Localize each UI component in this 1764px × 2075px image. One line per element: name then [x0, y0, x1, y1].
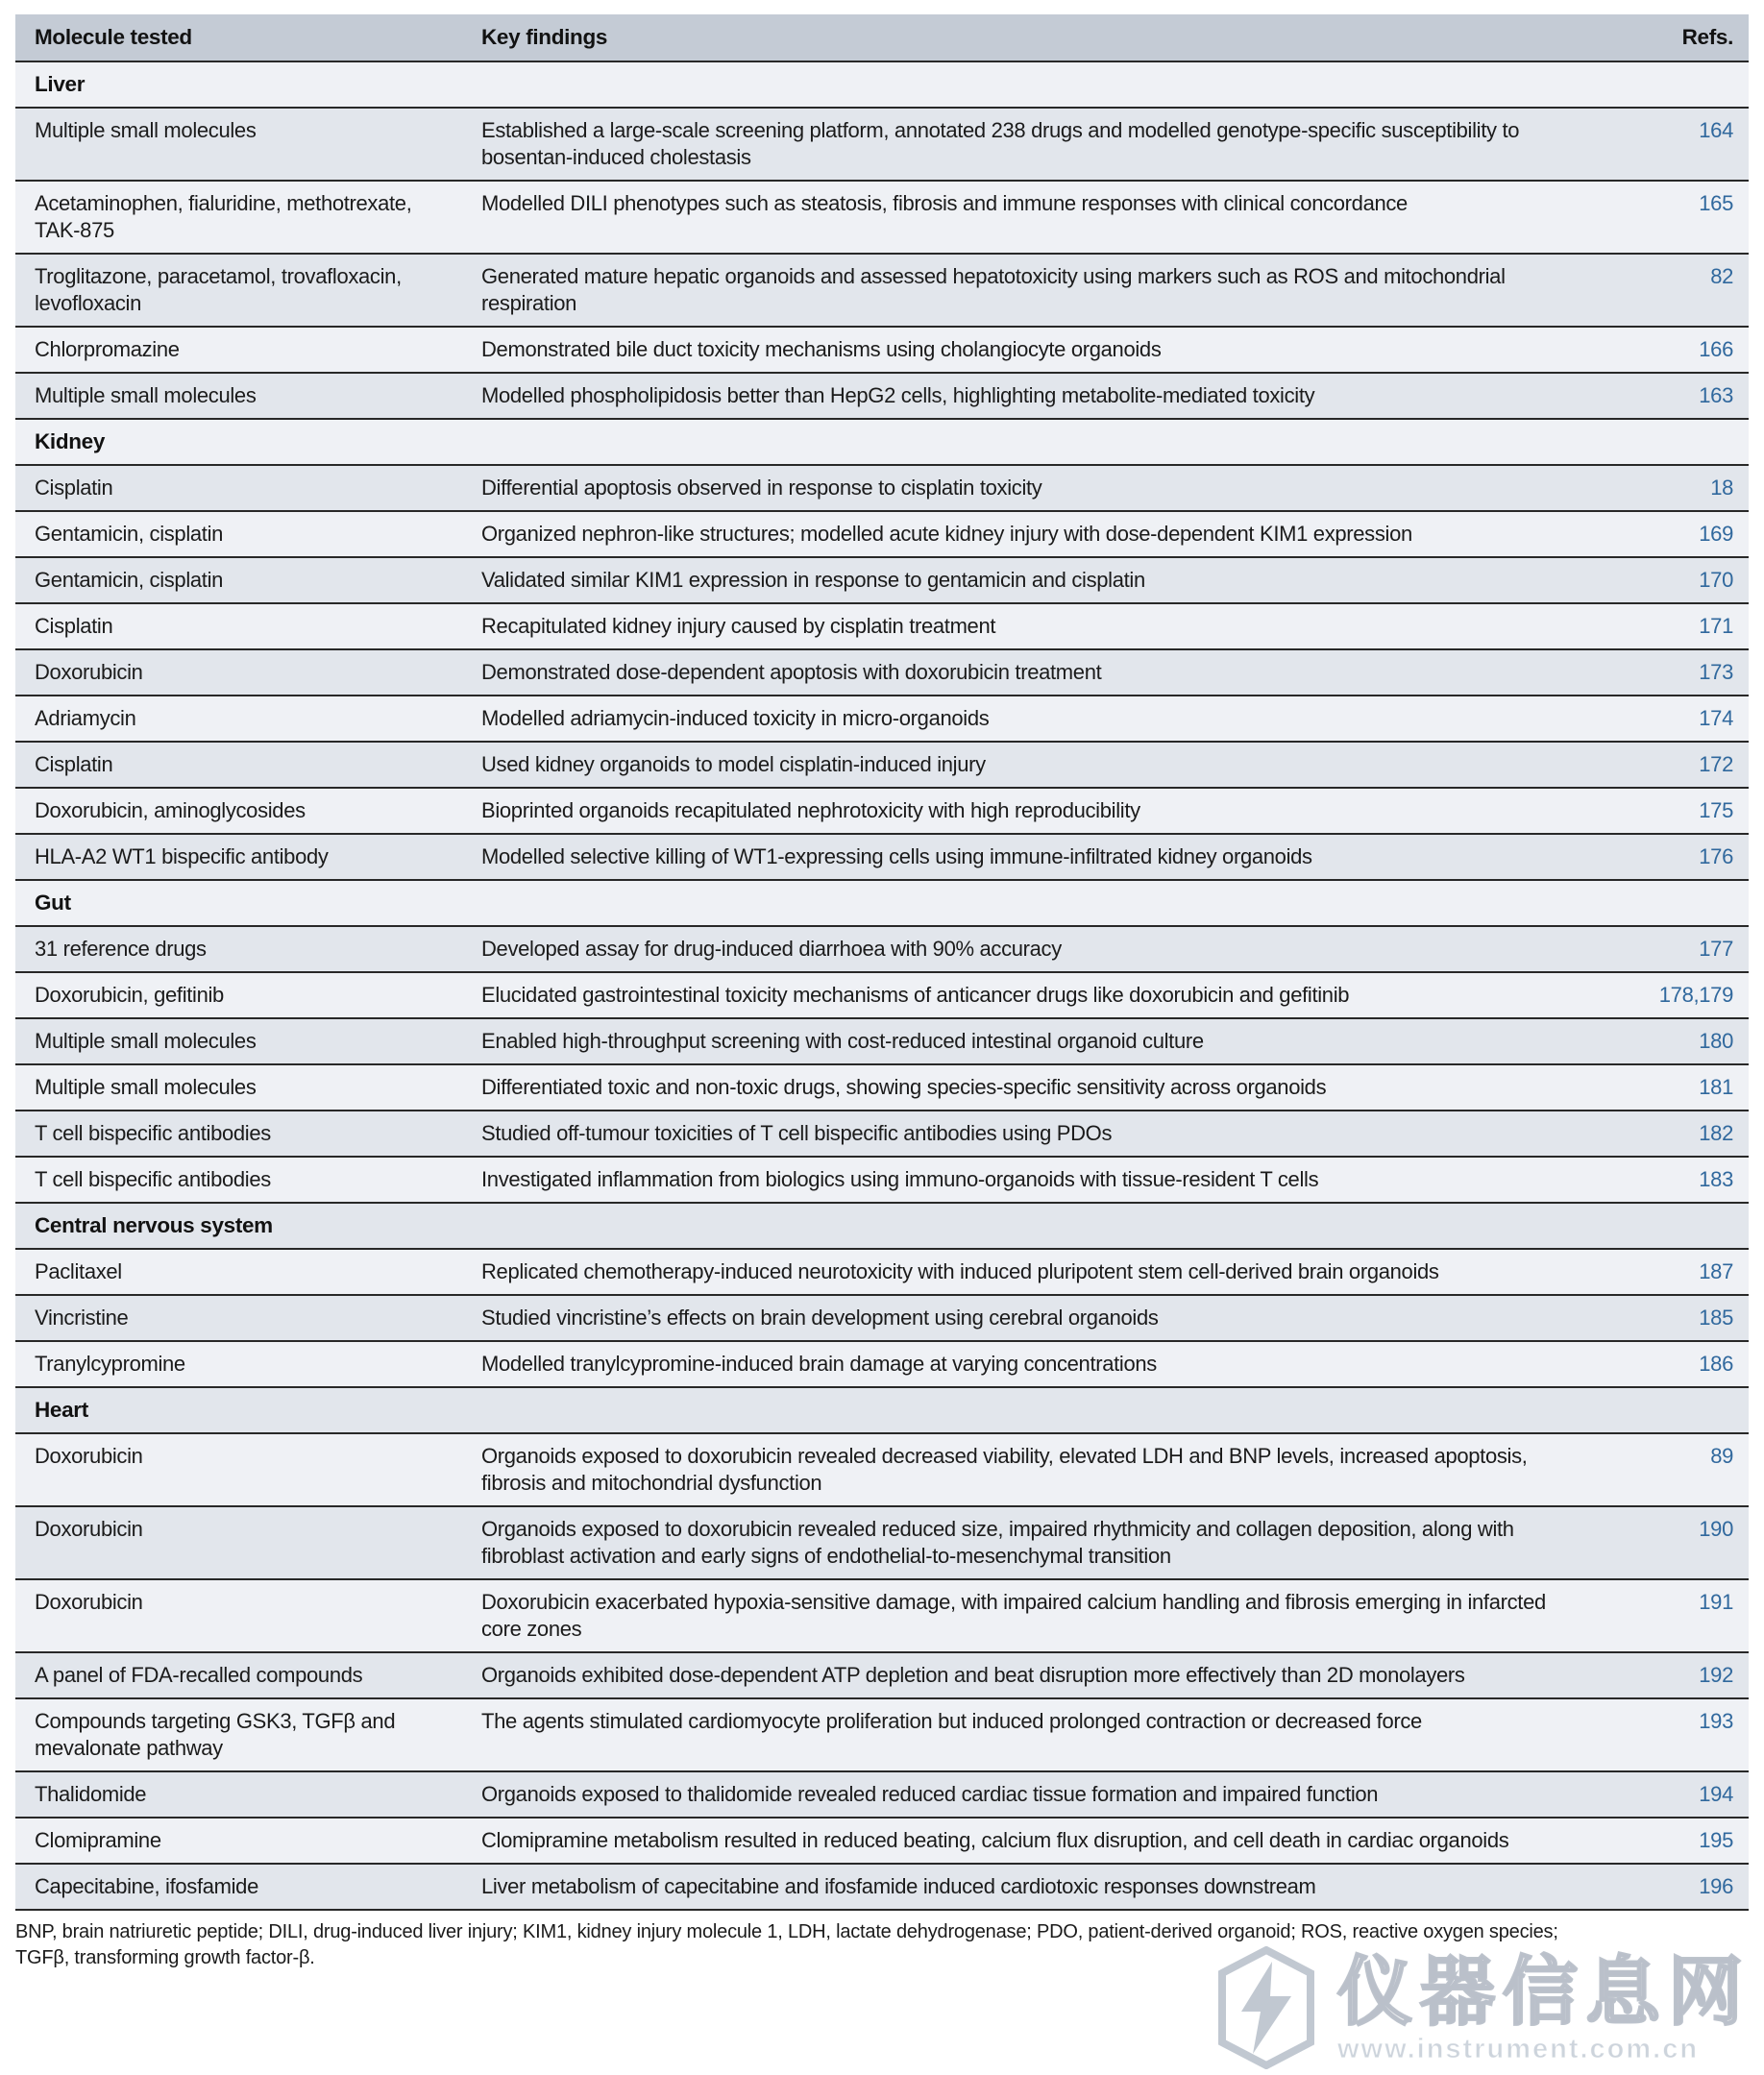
- table-row: [15, 1506, 1749, 1579]
- ref-link[interactable]: 170: [1605, 557, 1749, 603]
- finding-cell: Recapitulated kidney injury caused by cisplatin treatment: [462, 603, 1605, 649]
- table-row: [15, 834, 1749, 880]
- finding-cell: Differential apoptosis observed in response to cisplatin toxicity: [462, 465, 1605, 511]
- molecule-cell: Cisplatin: [15, 742, 462, 788]
- table-row: [15, 649, 1749, 696]
- finding-cell: Studied vincristine’s effects on brain development using cerebral organoids: [462, 1295, 1605, 1341]
- finding-cell: Modelled phospholipidosis better than HepG2 cells, highlighting metabolite-mediated toxicity: [462, 373, 1605, 419]
- finding-cell: The agents stimulated cardiomyocyte proliferation but induced prolonged contraction or decreased force: [462, 1698, 1605, 1771]
- finding-cell: Modelled DILI phenotypes such as steatosis, fibrosis and immune responses with clinical concordance: [462, 181, 1605, 254]
- molecule-cell: Cisplatin: [15, 603, 462, 649]
- molecule-cell: Doxorubicin: [15, 1506, 462, 1579]
- finding-cell: Modelled adriamycin-induced toxicity in micro-organoids: [462, 696, 1605, 742]
- ref-link[interactable]: 180: [1605, 1018, 1749, 1064]
- molecule-cell: Multiple small molecules: [15, 1018, 462, 1064]
- section-title: Kidney: [15, 419, 1749, 465]
- ref-link[interactable]: 192: [1605, 1652, 1749, 1698]
- molecule-cell: Multiple small molecules: [15, 373, 462, 419]
- finding-cell: Liver metabolism of capecitabine and ifosfamide induced cardiotoxic responses downstream: [462, 1864, 1605, 1910]
- finding-cell: Clomipramine metabolism resulted in reduced beating, calcium flux disruption, and cell death in cardiac organoids: [462, 1818, 1605, 1864]
- finding-cell: Modelled selective killing of WT1-expressing cells using immune-infiltrated kidney organoids: [462, 834, 1605, 880]
- finding-cell: Differentiated toxic and non-toxic drugs, showing species-specific sensitivity across organoids: [462, 1064, 1605, 1111]
- table-row: [15, 1652, 1749, 1698]
- section-header-row: [15, 1387, 1749, 1433]
- finding-cell: Demonstrated bile duct toxicity mechanisms using cholangiocyte organoids: [462, 327, 1605, 373]
- ref-link[interactable]: 183: [1605, 1157, 1749, 1203]
- finding-cell: Used kidney organoids to model cisplatin-induced injury: [462, 742, 1605, 788]
- molecule-cell: Doxorubicin: [15, 649, 462, 696]
- ref-link[interactable]: 193: [1605, 1698, 1749, 1771]
- table-row: [15, 1698, 1749, 1771]
- finding-cell: Demonstrated dose-dependent apoptosis with doxorubicin treatment: [462, 649, 1605, 696]
- table-header-row: [15, 14, 1749, 61]
- finding-cell: Organoids exhibited dose-dependent ATP depletion and beat disruption more effectively than 2D monolayers: [462, 1652, 1605, 1698]
- ref-link[interactable]: 166: [1605, 327, 1749, 373]
- molecule-cell: Vincristine: [15, 1295, 462, 1341]
- finding-cell: Doxorubicin exacerbated hypoxia-sensitive damage, with impaired calcium handling and fibrosis emerging in infarcted core zones: [462, 1579, 1605, 1652]
- table-row: [15, 1249, 1749, 1295]
- ref-link[interactable]: 171: [1605, 603, 1749, 649]
- ref-link[interactable]: 173: [1605, 649, 1749, 696]
- ref-link[interactable]: 185: [1605, 1295, 1749, 1341]
- ref-link[interactable]: 82: [1605, 254, 1749, 327]
- finding-cell: Studied off-tumour toxicities of T cell bispecific antibodies using PDOs: [462, 1111, 1605, 1157]
- molecule-cell: Troglitazone, paracetamol, trovafloxacin, levofloxacin: [15, 254, 462, 327]
- ref-link[interactable]: 176: [1605, 834, 1749, 880]
- molecule-cell: Compounds targeting GSK3, TGFβ and mevalonate pathway: [15, 1698, 462, 1771]
- column-header-molecule: Molecule tested: [15, 14, 462, 61]
- ref-link[interactable]: 191: [1605, 1579, 1749, 1652]
- section-header-row: [15, 61, 1749, 108]
- molecule-cell: Multiple small molecules: [15, 1064, 462, 1111]
- ref-link[interactable]: 181: [1605, 1064, 1749, 1111]
- molecule-cell: Gentamicin, cisplatin: [15, 511, 462, 557]
- table-row: [15, 511, 1749, 557]
- footnote-line: BNP, brain natriuretic peptide; DILI, drug-induced liver injury; KIM1, kidney injury molecule 1, LDH, lactate dehydrogenase; PDO, patient-derived organoid; ROS, reactive oxygen species;: [15, 1921, 1558, 1942]
- organoid-toxicity-table: [15, 14, 1749, 1911]
- ref-link[interactable]: 172: [1605, 742, 1749, 788]
- ref-link[interactable]: 178,179: [1605, 972, 1749, 1018]
- table-row: [15, 327, 1749, 373]
- table-row: [15, 108, 1749, 181]
- molecule-cell: Doxorubicin: [15, 1579, 462, 1652]
- table-row: [15, 603, 1749, 649]
- ref-link[interactable]: 190: [1605, 1506, 1749, 1579]
- finding-cell: Organized nephron-like structures; modelled acute kidney injury with dose-dependent KIM1 expression: [462, 511, 1605, 557]
- ref-link[interactable]: 186: [1605, 1341, 1749, 1387]
- section-title: Gut: [15, 880, 1749, 926]
- table-row: [15, 1295, 1749, 1341]
- table-row: [15, 1864, 1749, 1910]
- molecule-cell: Doxorubicin, aminoglycosides: [15, 788, 462, 834]
- ref-link[interactable]: 165: [1605, 181, 1749, 254]
- ref-link[interactable]: 175: [1605, 788, 1749, 834]
- table-row: [15, 1818, 1749, 1864]
- finding-cell: Enabled high-throughput screening with cost-reduced intestinal organoid culture: [462, 1018, 1605, 1064]
- molecule-cell: Doxorubicin: [15, 1433, 462, 1506]
- table-row: [15, 465, 1749, 511]
- finding-cell: Established a large-scale screening platform, annotated 238 drugs and modelled genotype-specific susceptibility to bosentan-induced cholestasis: [462, 108, 1605, 181]
- ref-link[interactable]: 163: [1605, 373, 1749, 419]
- table-row: [15, 742, 1749, 788]
- molecule-cell: Gentamicin, cisplatin: [15, 557, 462, 603]
- watermark-site-url: www.instrument.com.cn: [1336, 2034, 1700, 2064]
- finding-cell: Elucidated gastrointestinal toxicity mechanisms of anticancer drugs like doxorubicin and gefitinib: [462, 972, 1605, 1018]
- molecule-cell: Multiple small molecules: [15, 108, 462, 181]
- molecule-cell: 31 reference drugs: [15, 926, 462, 972]
- molecule-cell: Thalidomide: [15, 1771, 462, 1818]
- section-title: Central nervous system: [15, 1203, 1749, 1249]
- table-row: [15, 181, 1749, 254]
- table-row: [15, 788, 1749, 834]
- finding-cell: Replicated chemotherapy-induced neurotoxicity with induced pluripotent stem cell-derived brain organoids: [462, 1249, 1605, 1295]
- footnote-line: TGFβ, transforming growth factor-β.: [15, 1947, 315, 1968]
- table-row: [15, 1111, 1749, 1157]
- molecule-cell: Capecitabine, ifosfamide: [15, 1864, 462, 1910]
- table-row: [15, 1341, 1749, 1387]
- molecule-cell: Paclitaxel: [15, 1249, 462, 1295]
- table-body: [15, 61, 1749, 1910]
- molecule-cell: Chlorpromazine: [15, 327, 462, 373]
- section-header-row: [15, 1203, 1749, 1249]
- watermark-site-name: 仪器信息网: [1336, 1949, 1751, 2034]
- section-title: Heart: [15, 1387, 1749, 1433]
- molecule-cell: Cisplatin: [15, 465, 462, 511]
- molecule-cell: HLA-A2 WT1 bispecific antibody: [15, 834, 462, 880]
- ref-link[interactable]: 187: [1605, 1249, 1749, 1295]
- finding-cell: Validated similar KIM1 expression in response to gentamicin and cisplatin: [462, 557, 1605, 603]
- finding-cell: Developed assay for drug-induced diarrhoea with 90% accuracy: [462, 926, 1605, 972]
- ref-link[interactable]: 182: [1605, 1111, 1749, 1157]
- table-row: [15, 696, 1749, 742]
- table-row: [15, 1018, 1749, 1064]
- molecule-cell: A panel of FDA-recalled compounds: [15, 1652, 462, 1698]
- table-row: [15, 1433, 1749, 1506]
- section-title: Liver: [15, 61, 1749, 108]
- table-header: [15, 14, 1749, 61]
- table-row: [15, 1064, 1749, 1111]
- finding-cell: Investigated inflammation from biologics using immuno-organoids with tissue-resident T cells: [462, 1157, 1605, 1203]
- finding-cell: Organoids exposed to thalidomide revealed reduced cardiac tissue formation and impaired function: [462, 1771, 1605, 1818]
- ref-link[interactable]: 89: [1605, 1433, 1749, 1506]
- ref-link[interactable]: 164: [1605, 108, 1749, 181]
- finding-cell: Organoids exposed to doxorubicin revealed reduced size, impaired rhythmicity and collagen deposition, along with fibroblast activation and early signs of endothelial-to-mesenchymal transition: [462, 1506, 1605, 1579]
- finding-cell: Generated mature hepatic organoids and assessed hepatotoxicity using markers such as ROS and mitochondrial respiration: [462, 254, 1605, 327]
- finding-cell: Organoids exposed to doxorubicin revealed decreased viability, elevated LDH and BNP levels, increased apoptosis, fibrosis and mitochondrial dysfunction: [462, 1433, 1605, 1506]
- ref-link[interactable]: 169: [1605, 511, 1749, 557]
- molecule-cell: Adriamycin: [15, 696, 462, 742]
- molecule-cell: Doxorubicin, gefitinib: [15, 972, 462, 1018]
- ref-link[interactable]: 196: [1605, 1864, 1749, 1910]
- molecule-cell: T cell bispecific antibodies: [15, 1111, 462, 1157]
- molecule-cell: Tranylcypromine: [15, 1341, 462, 1387]
- section-header-row: [15, 419, 1749, 465]
- column-header-findings: Key findings: [462, 14, 1605, 61]
- finding-cell: Modelled tranylcypromine-induced brain damage at varying concentrations: [462, 1341, 1605, 1387]
- table-footnote: [15, 1919, 1620, 1971]
- table-row: [15, 1771, 1749, 1818]
- table-row: [15, 1579, 1749, 1652]
- section-header-row: [15, 880, 1749, 926]
- table-row: [15, 972, 1749, 1018]
- table-row: [15, 557, 1749, 603]
- table-row: [15, 373, 1749, 419]
- molecule-cell: Acetaminophen, fialuridine, methotrexate, TAK-875: [15, 181, 462, 254]
- table-row: [15, 926, 1749, 972]
- ref-link[interactable]: 174: [1605, 696, 1749, 742]
- ref-link[interactable]: 194: [1605, 1771, 1749, 1818]
- ref-link[interactable]: 195: [1605, 1818, 1749, 1864]
- table-row: [15, 1157, 1749, 1203]
- table-row: [15, 254, 1749, 327]
- ref-link[interactable]: 177: [1605, 926, 1749, 972]
- column-header-refs: Refs.: [1605, 14, 1749, 61]
- molecule-cell: T cell bispecific antibodies: [15, 1157, 462, 1203]
- molecule-cell: Clomipramine: [15, 1818, 462, 1864]
- ref-link[interactable]: 18: [1605, 465, 1749, 511]
- finding-cell: Bioprinted organoids recapitulated nephrotoxicity with high reproducibility: [462, 788, 1605, 834]
